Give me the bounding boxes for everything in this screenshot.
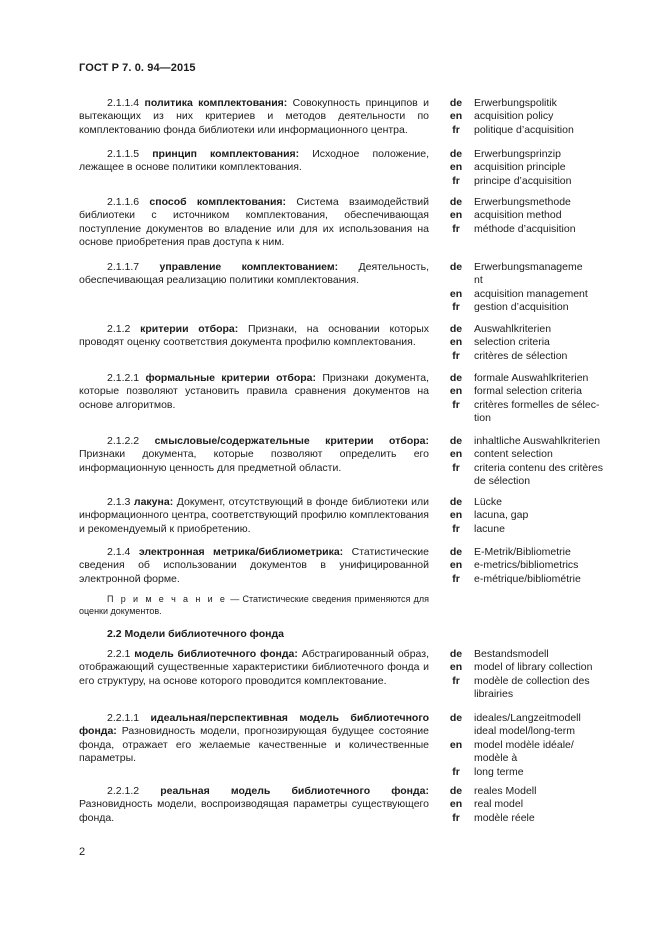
language-code	[445, 475, 467, 488]
term-description: Признаки, на основании которых проводят оценку соответствия документа профилю комплектования.	[79, 323, 429, 349]
language-codes	[445, 372, 467, 426]
foreign-term: acquisition management	[474, 287, 588, 300]
foreign-term: Lücke	[474, 496, 503, 508]
term-number: 2.2.1.2	[107, 785, 161, 797]
term-name: лакуна:	[133, 496, 174, 508]
foreign-term: critères de sélection	[474, 349, 568, 362]
term-definition	[79, 496, 429, 536]
language-code: fr	[452, 301, 460, 314]
term-description: Абстрагированный образ, отображающий существенные характеристики библиотечного фонда и его структуру, на основе которого проводится комплектование.	[79, 648, 429, 687]
language-code: en	[449, 798, 463, 811]
term-definition	[79, 323, 429, 350]
language-code: en	[449, 336, 463, 349]
term-number: 2.1.1.7	[107, 261, 160, 273]
note-label: П р и м е ч а н и е	[107, 594, 227, 604]
language-codes	[445, 435, 467, 489]
foreign-term: Bestandsmodell	[474, 648, 549, 660]
foreign-term: modèle réele	[474, 811, 535, 824]
foreign-term: lacuna, gap	[474, 509, 529, 522]
term-description: Статистические сведения об использовании документов в унифицированной электронной форме.	[79, 546, 429, 585]
language-code: de	[449, 97, 463, 109]
foreign-equivalents	[474, 323, 609, 363]
language-code: de	[449, 785, 463, 797]
term-number: 2.2.1	[107, 648, 135, 660]
foreign-term: formal selection criteria	[474, 385, 582, 398]
term-definition	[79, 712, 429, 766]
foreign-term: principe d’acquisition	[474, 174, 572, 187]
term-definition	[79, 261, 429, 288]
language-code: de	[449, 496, 463, 508]
foreign-equivalents	[474, 648, 609, 702]
term-number: 2.1.1.4	[107, 97, 145, 109]
term-name: критерии отбора:	[140, 323, 239, 335]
foreign-term: librairies	[474, 688, 514, 701]
term-number: 2.1.1.5	[107, 148, 153, 160]
section-title: 2.2 Модели библиотечного фонда	[107, 628, 284, 640]
term-name: модель библиотечного фонда:	[134, 648, 298, 660]
language-code: fr	[452, 222, 460, 235]
foreign-term: modèle à	[474, 752, 518, 765]
language-codes	[445, 196, 467, 236]
foreign-equivalents	[474, 148, 609, 188]
page-number: 2	[79, 846, 86, 858]
language-code: fr	[452, 461, 460, 474]
language-code: en	[449, 161, 463, 174]
language-codes	[445, 648, 467, 702]
term-definition	[79, 148, 429, 175]
foreign-term: reales Modell	[474, 785, 537, 797]
term-number: 2.1.2.2	[107, 435, 155, 447]
foreign-term: méthode d’acquisition	[474, 222, 576, 235]
foreign-term: e-metrics/bibliometrics	[474, 559, 579, 572]
term-number: 2.1.2.1	[107, 372, 146, 384]
foreign-term: acquisition policy	[474, 110, 554, 123]
foreign-equivalents	[474, 496, 609, 536]
language-codes	[445, 785, 467, 825]
language-code: de	[449, 546, 463, 558]
term-number: 2.1.2	[107, 323, 141, 335]
term-definition	[79, 97, 429, 137]
term-definition	[79, 648, 429, 688]
term-name: реальная модель библиотечного фонда:	[160, 785, 429, 797]
foreign-term: acquisition method	[474, 209, 562, 222]
language-codes	[445, 323, 467, 363]
language-code	[445, 752, 467, 765]
foreign-term: modèle de collection des	[474, 674, 590, 687]
foreign-term: Erwerbungsmanageme	[474, 261, 583, 273]
foreign-term: E-Metrik/Bibliometrie	[474, 546, 571, 558]
language-code: en	[449, 661, 463, 674]
term-number: 2.2.1.1	[107, 712, 151, 724]
foreign-equivalents	[474, 372, 609, 426]
term-description: Признаки документа, которые позволяют установить правила сравнения документов на основе алгоритмов.	[79, 372, 429, 411]
language-code: de	[449, 323, 463, 335]
foreign-term: criteria contenu des critères	[474, 461, 603, 474]
language-code: en	[449, 110, 463, 123]
foreign-term: gestion d’acquisition	[474, 301, 569, 314]
language-code: de	[449, 712, 463, 724]
language-codes	[445, 148, 467, 188]
language-codes	[445, 97, 467, 137]
foreign-equivalents	[474, 546, 609, 586]
term-name: формальные критерии отбора:	[145, 372, 317, 384]
foreign-term: politique d’acquisition	[474, 123, 574, 136]
language-code: de	[449, 648, 463, 660]
document-header: ГОСТ Р 7. 0. 94—2015	[79, 62, 196, 74]
term-name: электронная метрика/библиометрика:	[138, 546, 344, 558]
foreign-equivalents	[474, 712, 609, 779]
language-code: en	[449, 209, 463, 222]
language-code: fr	[452, 398, 460, 411]
language-code: en	[449, 448, 463, 461]
language-codes	[445, 496, 467, 536]
language-code: fr	[452, 123, 460, 136]
foreign-term: nt	[474, 274, 483, 287]
foreign-equivalents	[474, 785, 609, 825]
foreign-term: lacune	[474, 522, 505, 535]
language-code: fr	[452, 765, 460, 778]
language-code: fr	[452, 174, 460, 187]
term-description: Признаки документа, которые позволяют определить его информационную ценность для предметной области.	[79, 448, 429, 474]
foreign-term: Erwerbungsmethode	[474, 196, 571, 208]
term-name: смысловые/содержательные критерии отбора:	[154, 435, 430, 447]
term-description: Разновидность модели, воспроизводящая параметры существующего фонда.	[79, 798, 429, 824]
term-number: 2.1.3	[107, 496, 134, 508]
foreign-term: Auswahlkriterien	[474, 323, 552, 335]
foreign-term: model of library collection	[474, 661, 593, 674]
term-definition	[79, 546, 429, 586]
term-definition	[79, 435, 429, 475]
language-code: en	[449, 287, 463, 300]
term-definition	[79, 372, 429, 412]
foreign-term: content selection	[474, 448, 553, 461]
language-codes	[445, 261, 467, 315]
foreign-term: inhaltliche Auswahlkriterien	[474, 435, 601, 447]
foreign-term: critères formelles de sélec-	[474, 398, 600, 411]
language-code: de	[449, 261, 463, 273]
foreign-term: tion	[474, 412, 491, 425]
note-text: — Статистические сведения применяются для оценки документов.	[79, 594, 429, 616]
language-code: de	[449, 372, 463, 384]
foreign-term: de sélection	[474, 475, 531, 488]
foreign-term: formale Auswahlkriterien	[474, 372, 589, 384]
language-codes	[445, 712, 467, 779]
foreign-term: Erwerbungspolitik	[474, 97, 557, 109]
foreign-term: acquisition principle	[474, 161, 566, 174]
language-code	[445, 412, 467, 425]
term-number: 2.1.1.6	[107, 196, 150, 208]
term-name: принцип комплектования:	[152, 148, 300, 160]
language-code	[445, 725, 467, 738]
language-code: en	[449, 385, 463, 398]
language-code: en	[449, 509, 463, 522]
language-code: fr	[452, 811, 460, 824]
language-code	[445, 274, 467, 287]
foreign-equivalents	[474, 435, 609, 489]
term-name: политика комплектования:	[144, 97, 288, 109]
foreign-term: ideal model/long-term	[474, 725, 575, 738]
language-code: en	[449, 559, 463, 572]
term-name: способ комплектования:	[149, 196, 287, 208]
term-definition	[79, 785, 429, 825]
language-code: fr	[452, 674, 460, 687]
language-code: de	[449, 435, 463, 447]
language-code: en	[449, 738, 463, 751]
term-description: Совокупность принципов и вытекающих из них критериев и методов деятельности по комплектованию фонда библиотеки или информационного центра.	[79, 97, 429, 136]
foreign-equivalents	[474, 196, 609, 236]
term-description: Документ, отсутствующий в фонде библиотеки или информационного центра, соответствующий профилю комплектования и рекомендуемый к приобретению.	[79, 496, 429, 535]
foreign-equivalents	[474, 97, 609, 137]
term-description: Деятельность, обеспечивающая реализацию политики комплектования.	[79, 261, 429, 287]
language-code	[445, 688, 467, 701]
foreign-equivalents	[474, 261, 609, 315]
term-definition	[79, 196, 429, 250]
foreign-term: e-métrique/bibliométrie	[474, 572, 581, 585]
note	[79, 593, 429, 617]
term-number: 2.1.4	[107, 546, 139, 558]
foreign-term: model modèle idéale/	[474, 738, 574, 751]
term-description: Исходное положение, лежащее в основе политики комплектования.	[79, 148, 430, 174]
term-name: управление комплектованием:	[159, 261, 339, 273]
term-description: Разновидность модели, прогнозирующая будущее состояние фонда, отражает его желаемые качественные и количественные параметры.	[79, 725, 429, 765]
language-code: fr	[452, 572, 460, 585]
language-code: fr	[452, 522, 460, 535]
foreign-term: real model	[474, 798, 524, 811]
language-codes	[445, 546, 467, 586]
foreign-term: long terme	[474, 765, 524, 778]
language-code: de	[449, 148, 463, 160]
term-name: идеальная/перспективная модель библиотечного фонда:	[79, 712, 429, 738]
language-code: de	[449, 196, 463, 208]
foreign-term: Erwerbungsprinzip	[474, 148, 561, 160]
language-code: fr	[452, 349, 460, 362]
foreign-term: selection criteria	[474, 336, 550, 349]
term-description: Система взаимодействий библиотеки с источником комплектования, обеспечивающая поступление документов во владение или для их использования на основе приобретения прав доступа к ним.	[79, 196, 429, 249]
foreign-term: ideales/Langzeitmodell	[474, 712, 581, 724]
